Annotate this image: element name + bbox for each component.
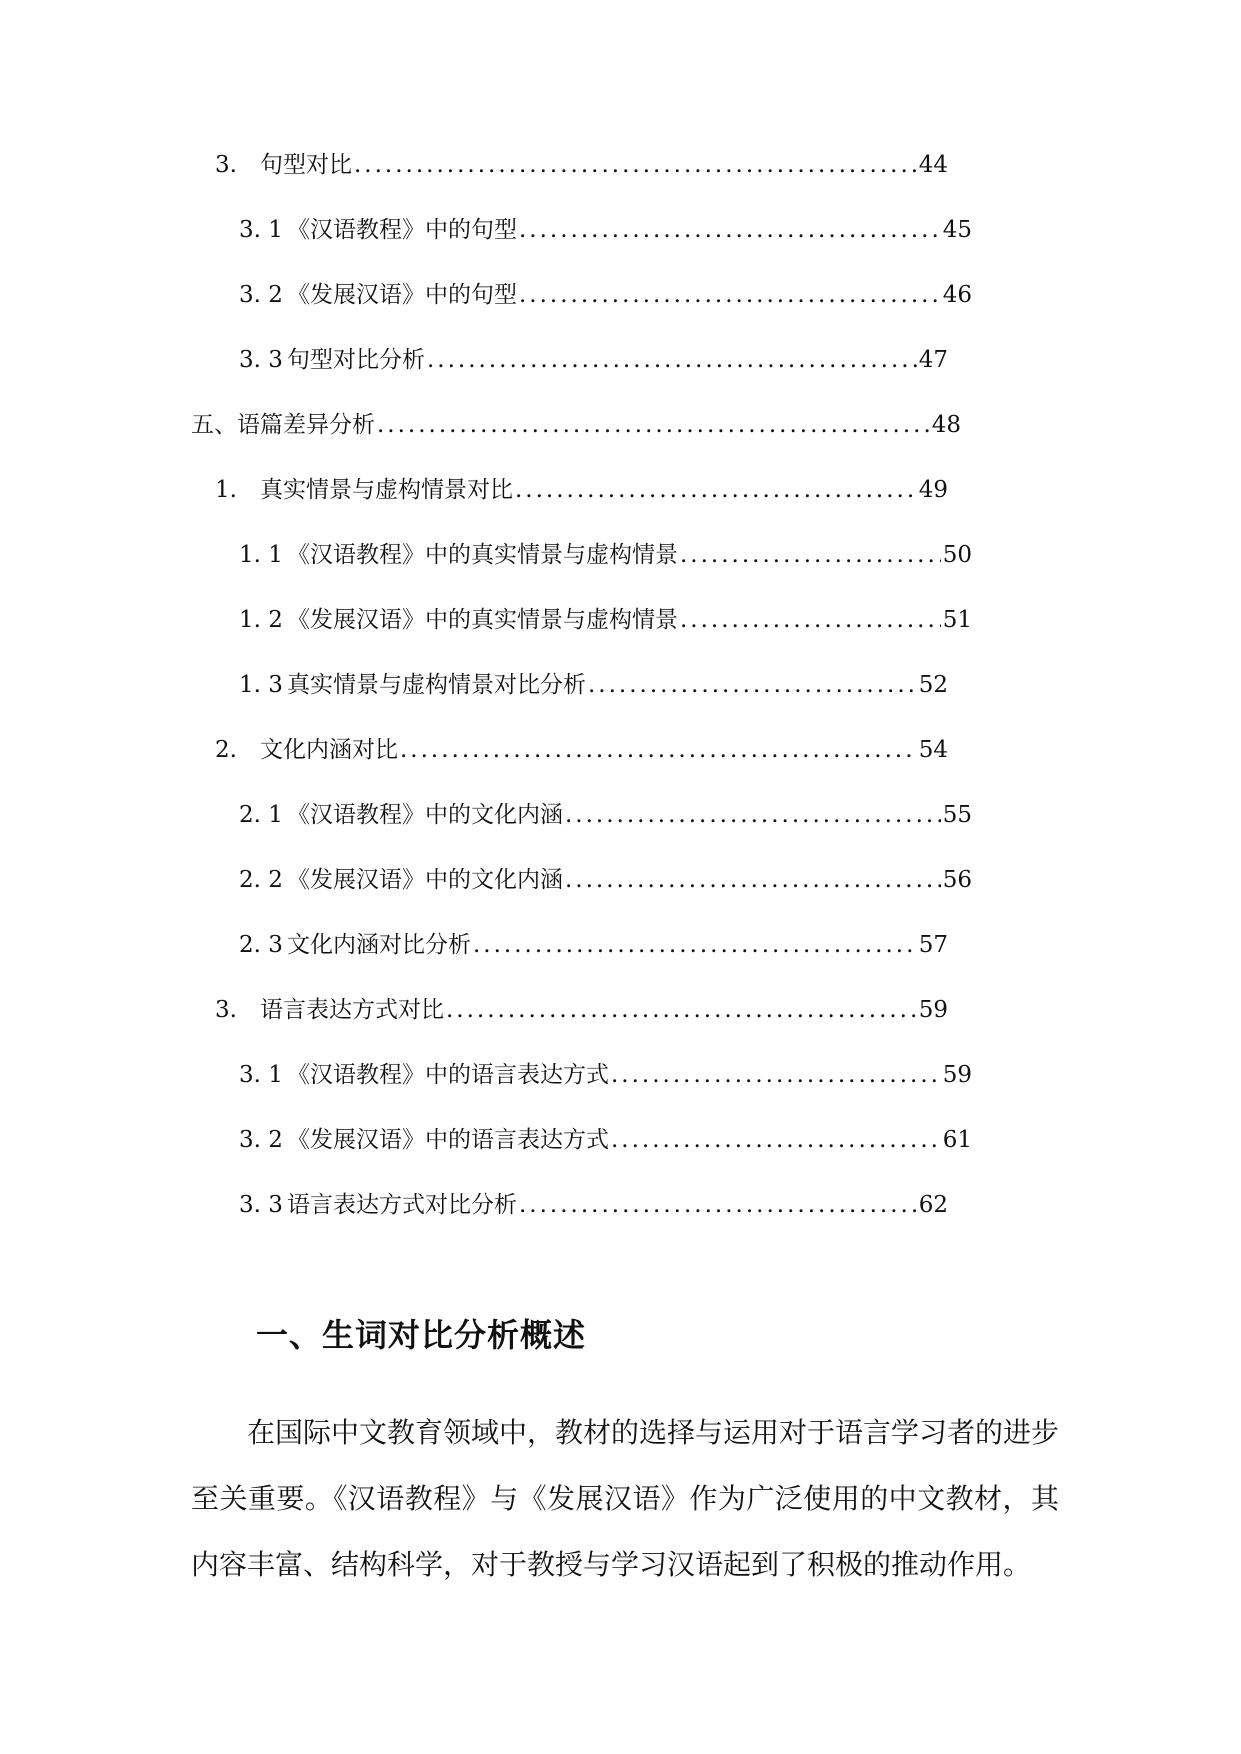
toc-entry[interactable] — [215, 470, 948, 510]
toc-dot-leader — [519, 1185, 917, 1225]
toc-entry-page: 55 — [942, 802, 972, 828]
toc-entry-number: 3. 3 — [239, 1192, 283, 1218]
toc-entry-title: 句型对比 — [260, 152, 352, 178]
toc-entry[interactable] — [239, 665, 948, 705]
toc-dot-leader — [427, 340, 917, 380]
toc-entry[interactable] — [191, 405, 961, 445]
toc-entry[interactable] — [215, 730, 948, 770]
toc-entry-number: 2. 3 — [239, 932, 283, 958]
toc-entry-number: 3. 1 — [239, 1062, 283, 1088]
toc-dot-leader — [565, 860, 941, 900]
toc-entry-title: 句型对比分析 — [287, 347, 425, 373]
toc-entry[interactable] — [239, 795, 972, 835]
toc-entry-title: 五、语篇差异分析 — [191, 412, 375, 438]
toc-entry-title: 《汉语教程》中的语言表达方式 — [287, 1062, 609, 1088]
toc-dot-leader — [565, 795, 941, 835]
toc-entry[interactable] — [239, 600, 972, 640]
toc-entry-page: 57 — [918, 932, 948, 958]
toc-entry-number: 1. 2 — [239, 607, 283, 633]
toc-entry[interactable] — [239, 1185, 948, 1225]
toc-entry-title: 《发展汉语》中的文化内涵 — [287, 867, 563, 893]
toc-entry-page: 46 — [942, 282, 972, 308]
toc-entry-title: 《汉语教程》中的文化内涵 — [287, 802, 563, 828]
toc-entry-page: 62 — [918, 1192, 948, 1218]
toc-entry-page: 61 — [942, 1127, 972, 1153]
toc-entry-page: 54 — [918, 737, 948, 763]
toc-entry-title: 《发展汉语》中的真实情景与虚构情景 — [287, 607, 678, 633]
toc-entry-number: 2. 1 — [239, 802, 283, 828]
section-heading: 一、生词对比分析概述 — [256, 1316, 587, 1355]
toc-entry-page: 49 — [918, 477, 948, 503]
toc-entry-page: 59 — [918, 997, 948, 1023]
toc-entry-number: 1. 3 — [239, 672, 283, 698]
toc-dot-leader — [354, 145, 917, 185]
toc-entry[interactable] — [215, 145, 948, 185]
toc-entry-title: 语言表达方式对比 — [260, 997, 444, 1023]
toc-entry-title: 语言表达方式对比分析 — [287, 1192, 517, 1218]
toc-entry-page: 45 — [942, 217, 972, 243]
toc-entry-title: 《汉语教程》中的真实情景与虚构情景 — [287, 542, 678, 568]
toc-entry[interactable] — [239, 340, 948, 380]
toc-entry-number: 3. — [215, 152, 237, 178]
toc-entry[interactable] — [239, 210, 972, 250]
toc-entry[interactable] — [239, 1120, 972, 1160]
toc-dot-leader — [680, 535, 941, 575]
toc-entry[interactable] — [239, 860, 972, 900]
toc-entry-number: 1. 1 — [239, 542, 283, 568]
toc-entry-page: 50 — [942, 542, 972, 568]
toc-dot-leader — [473, 925, 917, 965]
toc-entry-page: 48 — [931, 412, 961, 438]
toc-dot-leader — [377, 405, 930, 445]
toc-entry-number: 3. 3 — [239, 347, 283, 373]
toc-entry-number: 3. 1 — [239, 217, 283, 243]
toc-dot-leader — [446, 990, 917, 1030]
toc-entry-title: 真实情景与虚构情景对比分析 — [287, 672, 586, 698]
toc-entry-title: 《发展汉语》中的语言表达方式 — [287, 1127, 609, 1153]
toc-entry[interactable] — [239, 535, 972, 575]
toc-entry-number: 3. 2 — [239, 282, 283, 308]
toc-entry[interactable] — [239, 925, 948, 965]
toc-entry[interactable] — [239, 275, 972, 315]
toc-dot-leader — [680, 600, 941, 640]
toc-entry-number: 1. — [215, 477, 237, 503]
toc-entry-number: 2. 2 — [239, 867, 283, 893]
toc-entry-title: 文化内涵对比分析 — [287, 932, 471, 958]
toc-entry[interactable] — [239, 1055, 972, 1095]
body-paragraph: 在国际中文教育领域中，教材的选择与运用对于语言学习者的进步至关重要。《汉语教程》与《发展汉语》作为广泛使用的中文教材，其内容丰富、结构科学，对于教授与学习汉语起到了积极的推动作用。 — [191, 1416, 1060, 1581]
toc-entry-page: 44 — [918, 152, 948, 178]
toc-entry[interactable] — [215, 990, 948, 1030]
toc-entry-title: 文化内涵对比 — [260, 737, 398, 763]
toc-dot-leader — [400, 730, 917, 770]
toc-dot-leader — [611, 1120, 941, 1160]
toc-dot-leader — [515, 470, 917, 510]
toc-entry-page: 51 — [942, 607, 972, 633]
toc-entry-page: 56 — [942, 867, 972, 893]
toc-entry-title: 《汉语教程》中的句型 — [287, 217, 517, 243]
toc-entry-title: 《发展汉语》中的句型 — [287, 282, 517, 308]
toc-entry-page: 59 — [942, 1062, 972, 1088]
toc-entry-number: 2. — [215, 737, 237, 763]
toc-entry-number: 3. — [215, 997, 237, 1023]
toc-dot-leader — [611, 1055, 941, 1095]
toc-dot-leader — [519, 275, 941, 315]
toc-dot-leader — [588, 665, 917, 705]
toc-entry-title: 真实情景与虚构情景对比 — [260, 477, 513, 503]
toc-entry-page: 52 — [918, 672, 948, 698]
toc-entry-number: 3. 2 — [239, 1127, 283, 1153]
toc-dot-leader — [519, 210, 941, 250]
toc-entry-page: 47 — [918, 347, 948, 373]
